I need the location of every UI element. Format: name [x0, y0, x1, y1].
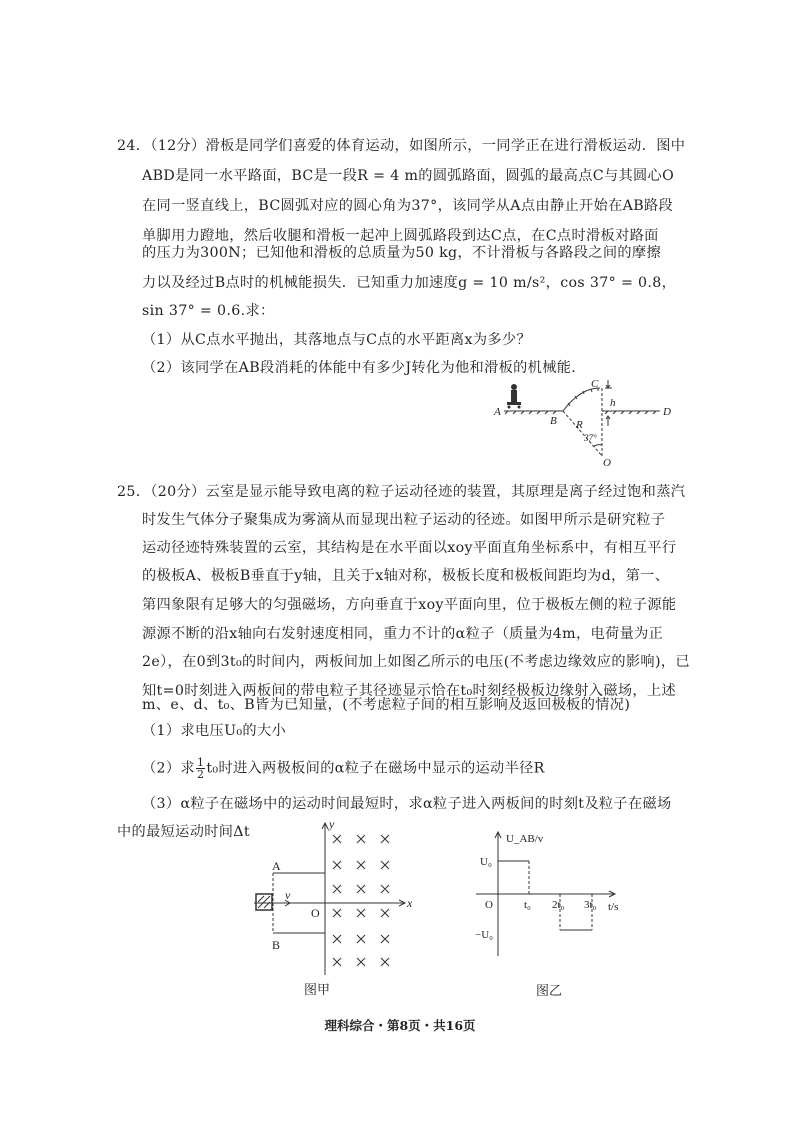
label-plate-A: A — [272, 859, 281, 873]
figure-yi-caption: 图乙 — [536, 984, 563, 999]
label-2t0: 2t₀ — [552, 899, 565, 911]
label-O: O — [311, 906, 320, 920]
q25-line-9: m、e、d、t₀、B皆为已知量，(不考虑粒子间的相互影响及返回极板的情况) — [142, 697, 631, 713]
q25-sub-2 — [142, 757, 545, 780]
q25-sub-2-suffix: t₀时进入两极板间的α粒子在磁场中显示的运动半径R — [206, 760, 545, 777]
voltage-time-graph — [470, 820, 640, 1000]
label-neg-U0: −U₀ — [475, 929, 493, 941]
q24-line-7: sin 37° = 0.6.求： — [142, 303, 275, 319]
label-y: y — [329, 817, 335, 831]
label-angle: 37° — [584, 433, 597, 443]
q25-sub-1: （1）求电压U₀的大小 — [142, 723, 287, 739]
q24-line-4: 单脚用力蹬地，然后收腿和滑板一起冲上圆弧路段到达C点，在C点时滑板对路面 — [142, 228, 659, 244]
label-B: B — [550, 415, 557, 427]
label-A: A — [494, 406, 501, 418]
label-U0: U₀ — [480, 856, 492, 868]
q25-sub-3-line-1: （3）α粒子在磁场中的运动时间最短时，求α粒子进入两板间的时刻t及粒子在磁场 — [142, 796, 672, 812]
frac-den: 2 — [197, 768, 205, 781]
q24-line-3: 在同一竖直线上，BC圆弧对应的圆心角为37°，该同学从A点由静止开始在AB路段 — [142, 198, 674, 214]
label-x: x — [407, 896, 413, 910]
q25-line-2: 时发生气体分子聚集成为雾滴从而显现出粒子运动的径迹。如图甲所示是研究粒子 — [142, 512, 666, 528]
skater-icon — [507, 384, 521, 409]
label-3t0: 3t₀ — [584, 899, 597, 911]
q24-line-5: 的压力为300N；已知他和滑板的总质量为50 kg，不计滑板与各路段之间的摩擦 — [142, 245, 662, 261]
label-h: h — [610, 397, 616, 409]
q25-line-6: 源源不断的沿x轴向右发射速度相同，重力不计的α粒子（质量为4m，电荷量为正 — [142, 626, 664, 642]
q25-line-4: 的极板A、极板B垂直于y轴，且关于x轴对称，极板长度和极板间距均为d，第一、 — [142, 568, 670, 584]
label-v: v — [285, 888, 291, 902]
fraction-half — [196, 757, 205, 780]
q25-line-8: 知t=0时刻进入两板间的带电粒子其径迹显示恰在t₀时刻经极板边缘射入磁场，上述 — [142, 683, 677, 699]
plates-field-diagram — [240, 815, 430, 1005]
label-C: C — [591, 378, 599, 390]
label-O: O — [485, 899, 493, 911]
label-D: D — [663, 406, 671, 418]
label-t0: t₀ — [524, 899, 531, 911]
figure-jia-caption: 图甲 — [304, 983, 331, 998]
q24-sub-1: （1）从C点水平抛出，其落地点与C点的水平距离x为多少？ — [142, 332, 532, 348]
skateboard-track-figure — [480, 378, 720, 468]
q25-sub-3-line-2: 中的最短运动时间Δt — [117, 824, 250, 840]
q24-line-6: 力以及经过B点时的机械能损失．已知重力加速度g = 10 m/s²，cos 37° = 0.8， — [142, 275, 677, 291]
page-footer: 理科综合・第8页・共16页 — [324, 1018, 476, 1033]
label-O: O — [603, 457, 611, 468]
q24-sub-2: （2）该同学在AB段消耗的体能中有多少J转化为他和滑板的机械能． — [142, 360, 586, 376]
label-y-axis: U_AB/v — [506, 833, 544, 845]
label-R: R — [576, 419, 583, 431]
q25-line-7: 2e），在0到3t₀的时间内，两板间加上如图乙所示的电压(不考虑边缘效应的影响)，已 — [142, 654, 690, 670]
q25-line-1: 25．（20分）云室是显示能导致电离的粒子运动径迹的装置，其原理是离子经过饱和蒸汽 — [117, 484, 686, 500]
magnetic-field-crosses — [333, 835, 389, 966]
label-x-axis: t/s — [608, 901, 619, 913]
figure-jia — [240, 815, 430, 1005]
q25-line-5: 第四象限有足够大的匀强磁场，方向垂直于xoy平面向里，位于极板左侧的粒子源能 — [142, 597, 677, 613]
q24-line-1: 24．（12分）滑板是同学们喜爱的体育运动，如图所示，一同学正在进行滑板运动．图中 — [117, 138, 686, 154]
label-plate-B: B — [272, 938, 281, 952]
frac-num: 1 — [197, 756, 205, 769]
q25-line-3: 运动径迹特殊装置的云室，其结构是在水平面以xoy平面直角坐标系中，有相互平行 — [142, 540, 677, 556]
track-diagram — [480, 378, 720, 468]
q25-sub-2-prefix: （2）求 — [142, 760, 195, 777]
q24-line-2: ABD是同一水平路面，BC是一段R = 4 m的圆弧路面，圆弧的最高点C与其圆心O — [142, 168, 675, 184]
figure-yi — [470, 820, 640, 1000]
